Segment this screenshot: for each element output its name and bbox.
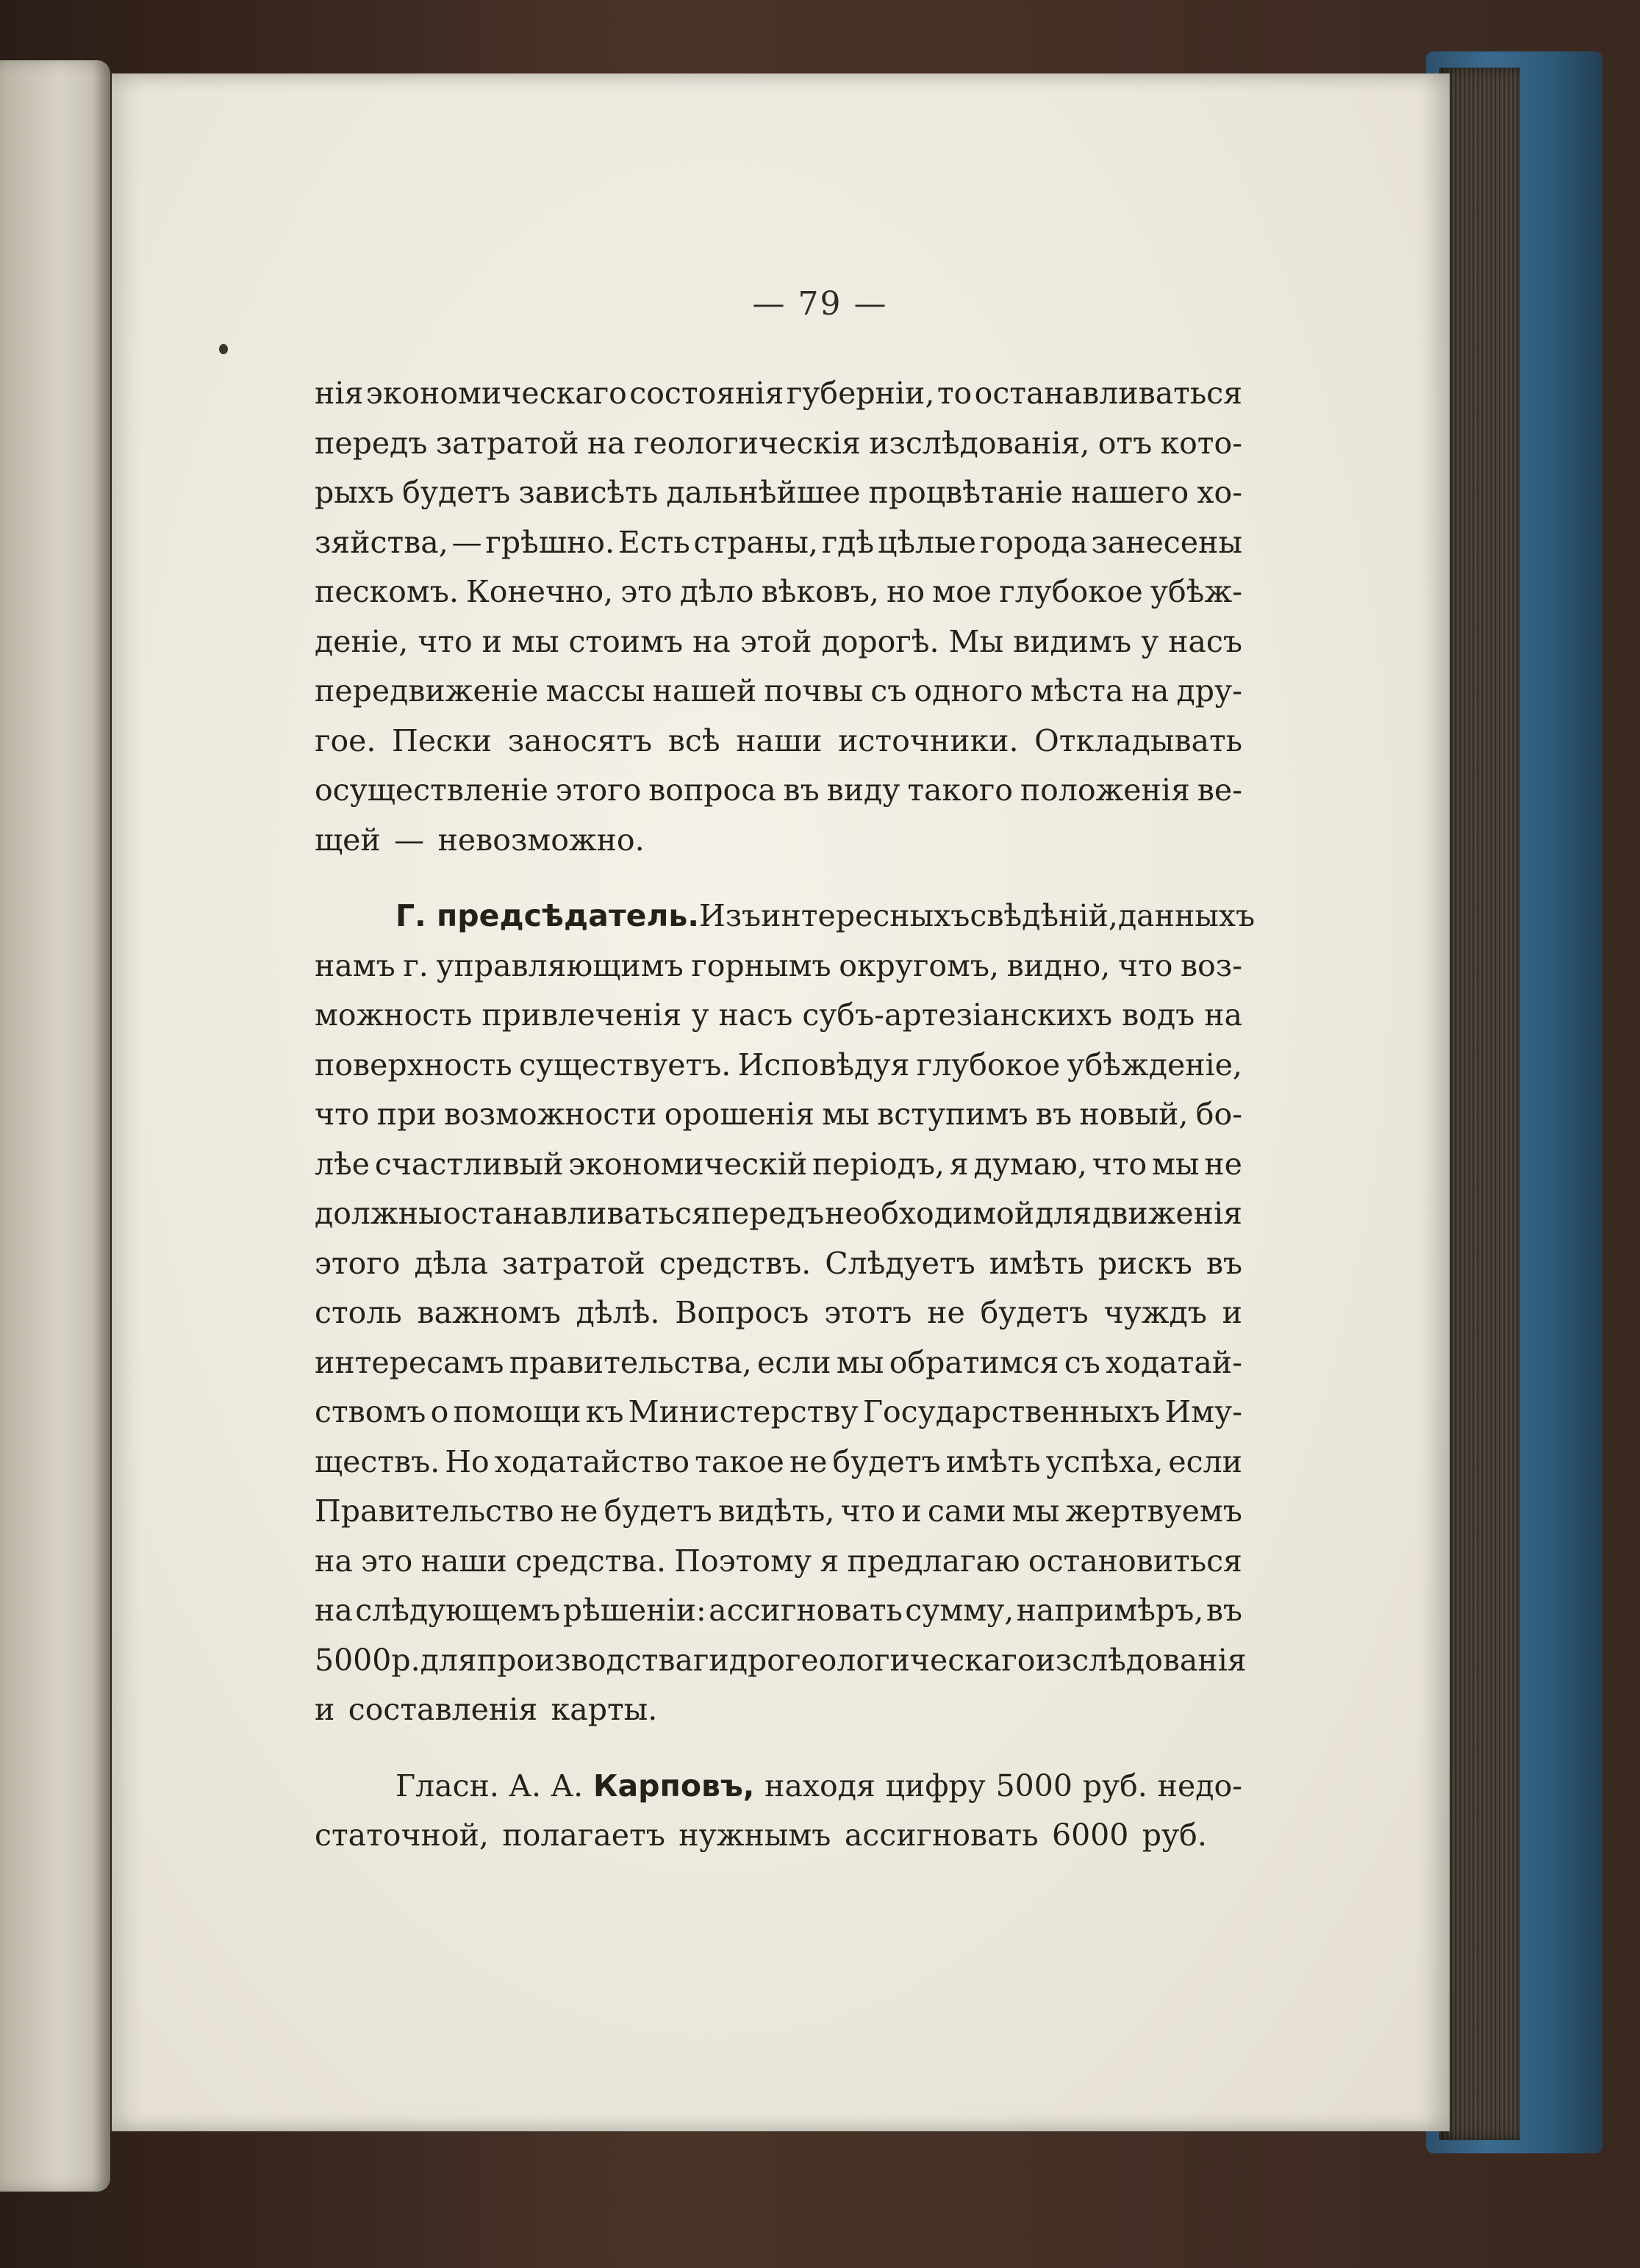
- word: наши: [736, 722, 823, 758]
- word: нашей: [652, 673, 757, 708]
- word: рѣшеніи:: [562, 1593, 706, 1628]
- word: всѣ: [667, 722, 720, 758]
- word: передъ: [315, 425, 428, 461]
- word: что: [418, 623, 473, 659]
- word: чуждъ: [1103, 1295, 1207, 1330]
- word: интересныхъ: [761, 898, 970, 933]
- word: если: [757, 1344, 831, 1380]
- word: я: [820, 1543, 839, 1579]
- word: столь: [315, 1295, 402, 1330]
- word: орошенія: [664, 1097, 814, 1132]
- text-line: [315, 1239, 1242, 1289]
- text-line: [315, 1487, 1242, 1537]
- word: средствъ.: [659, 1245, 812, 1281]
- word: р.: [391, 1642, 420, 1678]
- word: для: [420, 1642, 477, 1678]
- word: насъ: [1168, 623, 1242, 659]
- word: обратимся: [889, 1344, 1059, 1380]
- text-line: [315, 1041, 1242, 1091]
- word: если: [1168, 1443, 1242, 1479]
- word: средства.: [515, 1543, 667, 1579]
- text-line: [315, 667, 1242, 717]
- speaker-name: Г. предсѣдатель.: [395, 898, 699, 933]
- word: занесены: [1091, 524, 1242, 560]
- word: дѣло: [679, 574, 754, 609]
- word: гидрогеологическаго: [692, 1642, 1036, 1678]
- text-line: [315, 1438, 1242, 1488]
- word: дру-: [1176, 673, 1242, 708]
- word: Министерству: [628, 1394, 859, 1429]
- word: съ: [1064, 1344, 1100, 1380]
- word: не: [789, 1443, 828, 1479]
- word: экономическій: [568, 1146, 808, 1182]
- word: это: [361, 1543, 413, 1579]
- word: 5000: [315, 1642, 392, 1678]
- paragraph: [315, 1762, 1242, 1861]
- word: дѣла: [414, 1245, 488, 1281]
- word: Государственныхъ: [862, 1394, 1161, 1429]
- word: мы: [511, 623, 559, 659]
- word: щей: [315, 822, 381, 858]
- word: Но: [445, 1443, 490, 1479]
- word: управляющимъ: [436, 947, 684, 983]
- word: убѣж-: [1150, 574, 1242, 609]
- word: данныхъ: [1117, 898, 1256, 933]
- text-line: [315, 1338, 1242, 1388]
- word: привлеченія: [481, 997, 682, 1033]
- word: на: [315, 1593, 353, 1628]
- word: невозможно.: [437, 822, 645, 858]
- text-line: [315, 1636, 1247, 1686]
- text-line: [315, 567, 1242, 617]
- word: геологическія: [633, 425, 861, 461]
- word: Слѣдуетъ: [825, 1245, 975, 1281]
- word: останавливаться: [443, 1196, 711, 1231]
- word: и: [315, 1692, 335, 1727]
- word: поверхность: [315, 1047, 512, 1083]
- word: кото-: [1160, 425, 1242, 461]
- word: ассигновать: [709, 1593, 903, 1628]
- word: —: [394, 822, 425, 858]
- word: зяйства,: [315, 524, 448, 560]
- word: передъ: [711, 1196, 825, 1231]
- text-line: [315, 1811, 1242, 1861]
- word: въ: [1206, 1245, 1242, 1281]
- word: ассигновать: [844, 1817, 1039, 1853]
- word: полагаетъ: [502, 1817, 665, 1853]
- word: пескомъ.: [315, 574, 459, 609]
- word: на: [315, 1543, 353, 1579]
- word: на: [1204, 997, 1242, 1033]
- word: Изъ: [698, 898, 762, 933]
- speaker-name: Карповъ,: [593, 1768, 755, 1804]
- body-text: [315, 369, 1256, 1861]
- word: новый,: [1079, 1097, 1189, 1132]
- word: къ: [585, 1394, 624, 1429]
- ink-spot: [219, 344, 228, 354]
- word: ве-: [1197, 772, 1242, 808]
- word: мѣста: [1030, 673, 1124, 708]
- word: имѣть: [989, 1245, 1084, 1281]
- page-edges: [1439, 68, 1520, 2140]
- word: вступимъ: [877, 1097, 1028, 1132]
- word: этого: [555, 772, 642, 808]
- word: Правительство: [315, 1493, 554, 1529]
- word: жертвуемъ: [1065, 1493, 1242, 1529]
- text-line: [315, 1685, 1242, 1735]
- word: заносятъ: [507, 722, 653, 758]
- word: этотъ: [824, 1295, 912, 1330]
- word: карты.: [551, 1692, 658, 1727]
- word: Откладывать: [1034, 722, 1242, 758]
- word: такое: [695, 1443, 784, 1479]
- word: для: [1035, 1196, 1092, 1231]
- word: сами: [927, 1493, 1006, 1529]
- text-line: [315, 1586, 1242, 1636]
- word: одного: [914, 673, 1023, 708]
- word: состоянія: [629, 376, 784, 411]
- word: мы: [1152, 1146, 1200, 1182]
- word: мы: [822, 1097, 870, 1132]
- word: наши: [420, 1543, 507, 1579]
- word: что: [840, 1493, 896, 1529]
- word: возможности: [443, 1097, 657, 1132]
- text-line: [315, 419, 1242, 469]
- word: руб.: [1142, 1817, 1207, 1853]
- word: будетъ: [402, 475, 511, 510]
- word: будетъ: [980, 1295, 1089, 1330]
- word: интересамъ: [315, 1344, 504, 1380]
- word: дальнѣйшее: [666, 475, 861, 510]
- word: деніе,: [315, 623, 409, 659]
- word: должны: [315, 1196, 443, 1231]
- word: важномъ: [417, 1295, 561, 1330]
- word: глубокое: [916, 1047, 1061, 1083]
- word: правительства,: [509, 1344, 752, 1380]
- word: дорогѣ.: [821, 623, 939, 659]
- text-line: [315, 468, 1242, 518]
- text-line: [315, 617, 1242, 667]
- word: свѣдѣній,: [970, 898, 1118, 933]
- word: видѣть,: [717, 1493, 835, 1529]
- word: Иму-: [1164, 1394, 1242, 1429]
- word: страны,: [693, 524, 818, 560]
- word: сумму,: [905, 1593, 1014, 1628]
- text-line: [315, 941, 1242, 991]
- word: убѣжденіе,: [1067, 1047, 1242, 1083]
- word: воз-: [1180, 947, 1242, 983]
- word: при: [376, 1097, 437, 1132]
- paragraph-gap: [315, 1735, 1242, 1762]
- word: на: [692, 623, 731, 659]
- word: нашего: [1070, 475, 1189, 510]
- word: почвы: [764, 673, 864, 708]
- word: о: [430, 1394, 449, 1429]
- word: что: [1117, 947, 1173, 983]
- word: будетъ: [604, 1493, 712, 1529]
- word: 5000: [995, 1768, 1073, 1804]
- word: горнымъ: [691, 947, 831, 983]
- word: бо-: [1195, 1097, 1242, 1132]
- word: ходатайство: [494, 1443, 690, 1479]
- word: такого: [907, 772, 1013, 808]
- word: зависѣть: [518, 475, 659, 510]
- word: въ: [1206, 1593, 1242, 1628]
- word: передвиженіе: [315, 673, 539, 708]
- word: Мы: [948, 623, 1004, 659]
- word: виду: [826, 772, 900, 808]
- word: Гласн. А. А.: [395, 1768, 584, 1804]
- word: субъ-артезіанскихъ: [802, 997, 1113, 1033]
- word: недо-: [1157, 1768, 1242, 1804]
- word: предлагаю: [847, 1543, 1020, 1579]
- text-line: [315, 991, 1242, 1041]
- word: гдѣ: [821, 524, 875, 560]
- word: видно,: [1006, 947, 1111, 983]
- paragraph-gap: [315, 865, 1242, 891]
- word: массы: [545, 673, 645, 708]
- word: ходатай-: [1106, 1344, 1242, 1380]
- word: источники.: [838, 722, 1019, 758]
- word: находя: [765, 1768, 875, 1804]
- word: гое.: [315, 722, 376, 758]
- word: на: [587, 425, 626, 461]
- word: это: [620, 574, 673, 609]
- text-line: [315, 766, 1242, 816]
- word: слѣдующемъ: [355, 1593, 561, 1628]
- word: счастливый: [374, 1146, 564, 1182]
- word: помощи: [453, 1394, 581, 1429]
- text-line: [315, 1288, 1242, 1338]
- word: водъ: [1122, 997, 1195, 1033]
- word: хо-: [1197, 475, 1242, 510]
- word: въ: [783, 772, 820, 808]
- word: на: [1131, 673, 1170, 708]
- word: 6000: [1051, 1817, 1129, 1853]
- word: Исповѣдуя: [737, 1047, 910, 1083]
- word: мы: [1011, 1493, 1060, 1529]
- word: этого: [315, 1245, 401, 1281]
- word: стоимъ: [568, 623, 684, 659]
- word: ществъ.: [315, 1443, 440, 1479]
- word: движенія: [1092, 1196, 1242, 1231]
- text-line: [315, 816, 1242, 866]
- text-line: [315, 717, 1242, 767]
- word: будетъ: [832, 1443, 941, 1479]
- paragraph: [315, 369, 1242, 865]
- word: и: [1222, 1295, 1242, 1330]
- word: рискъ: [1097, 1245, 1192, 1281]
- word: грѣшно.: [485, 524, 615, 560]
- word: Есть: [617, 524, 690, 560]
- word: и: [481, 623, 502, 659]
- word: изслѣдованія,: [869, 425, 1090, 461]
- word: Вопросъ: [675, 1295, 809, 1330]
- word: этой: [740, 623, 812, 659]
- text-line: [315, 1189, 1242, 1239]
- word: насъ: [718, 997, 793, 1033]
- word: города: [979, 524, 1088, 560]
- word: Конечно,: [466, 574, 614, 609]
- word: что: [315, 1097, 370, 1132]
- word: періодъ,: [812, 1146, 945, 1182]
- word: вѣковъ,: [761, 574, 879, 609]
- left-page-edge: [0, 60, 110, 2192]
- word: вопроса: [648, 772, 776, 808]
- word: затратой: [435, 425, 579, 461]
- page-number: — 79 —: [752, 285, 888, 323]
- word: дѣлѣ.: [576, 1295, 660, 1330]
- word: думаю,: [973, 1146, 1087, 1182]
- word: экономическаго: [365, 376, 627, 411]
- word: округомъ,: [839, 947, 1000, 983]
- word: видимъ: [1013, 623, 1132, 659]
- word: мое: [932, 574, 992, 609]
- word: намъ: [315, 947, 395, 983]
- word: затратой: [501, 1245, 645, 1281]
- word: губерніи,: [786, 376, 935, 411]
- text-line: [315, 891, 1256, 941]
- word: и: [901, 1493, 922, 1529]
- word: но: [887, 574, 925, 609]
- word: цифру: [885, 1768, 986, 1804]
- word: что: [1092, 1146, 1147, 1182]
- word: процвѣтаніе: [868, 475, 1063, 510]
- word: составленія: [348, 1692, 538, 1727]
- word: г.: [403, 947, 429, 983]
- word: цѣлые: [877, 524, 976, 560]
- word: успѣха,: [1045, 1443, 1164, 1479]
- text-line: [315, 1537, 1242, 1587]
- word: у: [691, 997, 709, 1033]
- text-line: [315, 1140, 1242, 1190]
- word: можность: [315, 997, 473, 1033]
- word: останавливаться: [974, 376, 1242, 411]
- word: я: [949, 1146, 969, 1182]
- word: напримѣръ,: [1016, 1593, 1204, 1628]
- text-line: [315, 518, 1242, 568]
- word: изслѣдованія: [1035, 1642, 1247, 1678]
- word: нія: [315, 376, 364, 411]
- word: у: [1141, 623, 1159, 659]
- word: лѣе: [315, 1146, 370, 1182]
- text-line: [315, 369, 1242, 419]
- word: Поэтому: [674, 1543, 812, 1579]
- word: не: [559, 1493, 598, 1529]
- word: положенія: [1020, 772, 1190, 808]
- word: статочной,: [315, 1817, 489, 1853]
- word: отъ: [1097, 425, 1153, 461]
- word: осуществленіе: [315, 772, 548, 808]
- word: въ: [1035, 1097, 1073, 1132]
- word: съ: [870, 673, 907, 708]
- word: руб.: [1082, 1768, 1147, 1804]
- word: —: [451, 524, 482, 560]
- word: остановиться: [1028, 1543, 1242, 1579]
- word: необходимой: [824, 1196, 1035, 1231]
- word: существуетъ.: [518, 1047, 731, 1083]
- text-line: [315, 1090, 1242, 1140]
- paragraph: [315, 891, 1256, 1735]
- word: рыхъ: [315, 475, 395, 510]
- text-line: [315, 1762, 1242, 1812]
- word: не: [927, 1295, 965, 1330]
- word: мы: [836, 1344, 884, 1380]
- word: не: [1204, 1146, 1242, 1182]
- word: ствомъ: [315, 1394, 426, 1429]
- word: имѣть: [945, 1443, 1041, 1479]
- word: Пески: [392, 722, 493, 758]
- word: нужнымъ: [678, 1817, 831, 1853]
- text-line: [315, 1388, 1242, 1438]
- word: производства: [476, 1642, 693, 1678]
- word: глубокое: [999, 574, 1143, 609]
- word: то: [937, 376, 973, 411]
